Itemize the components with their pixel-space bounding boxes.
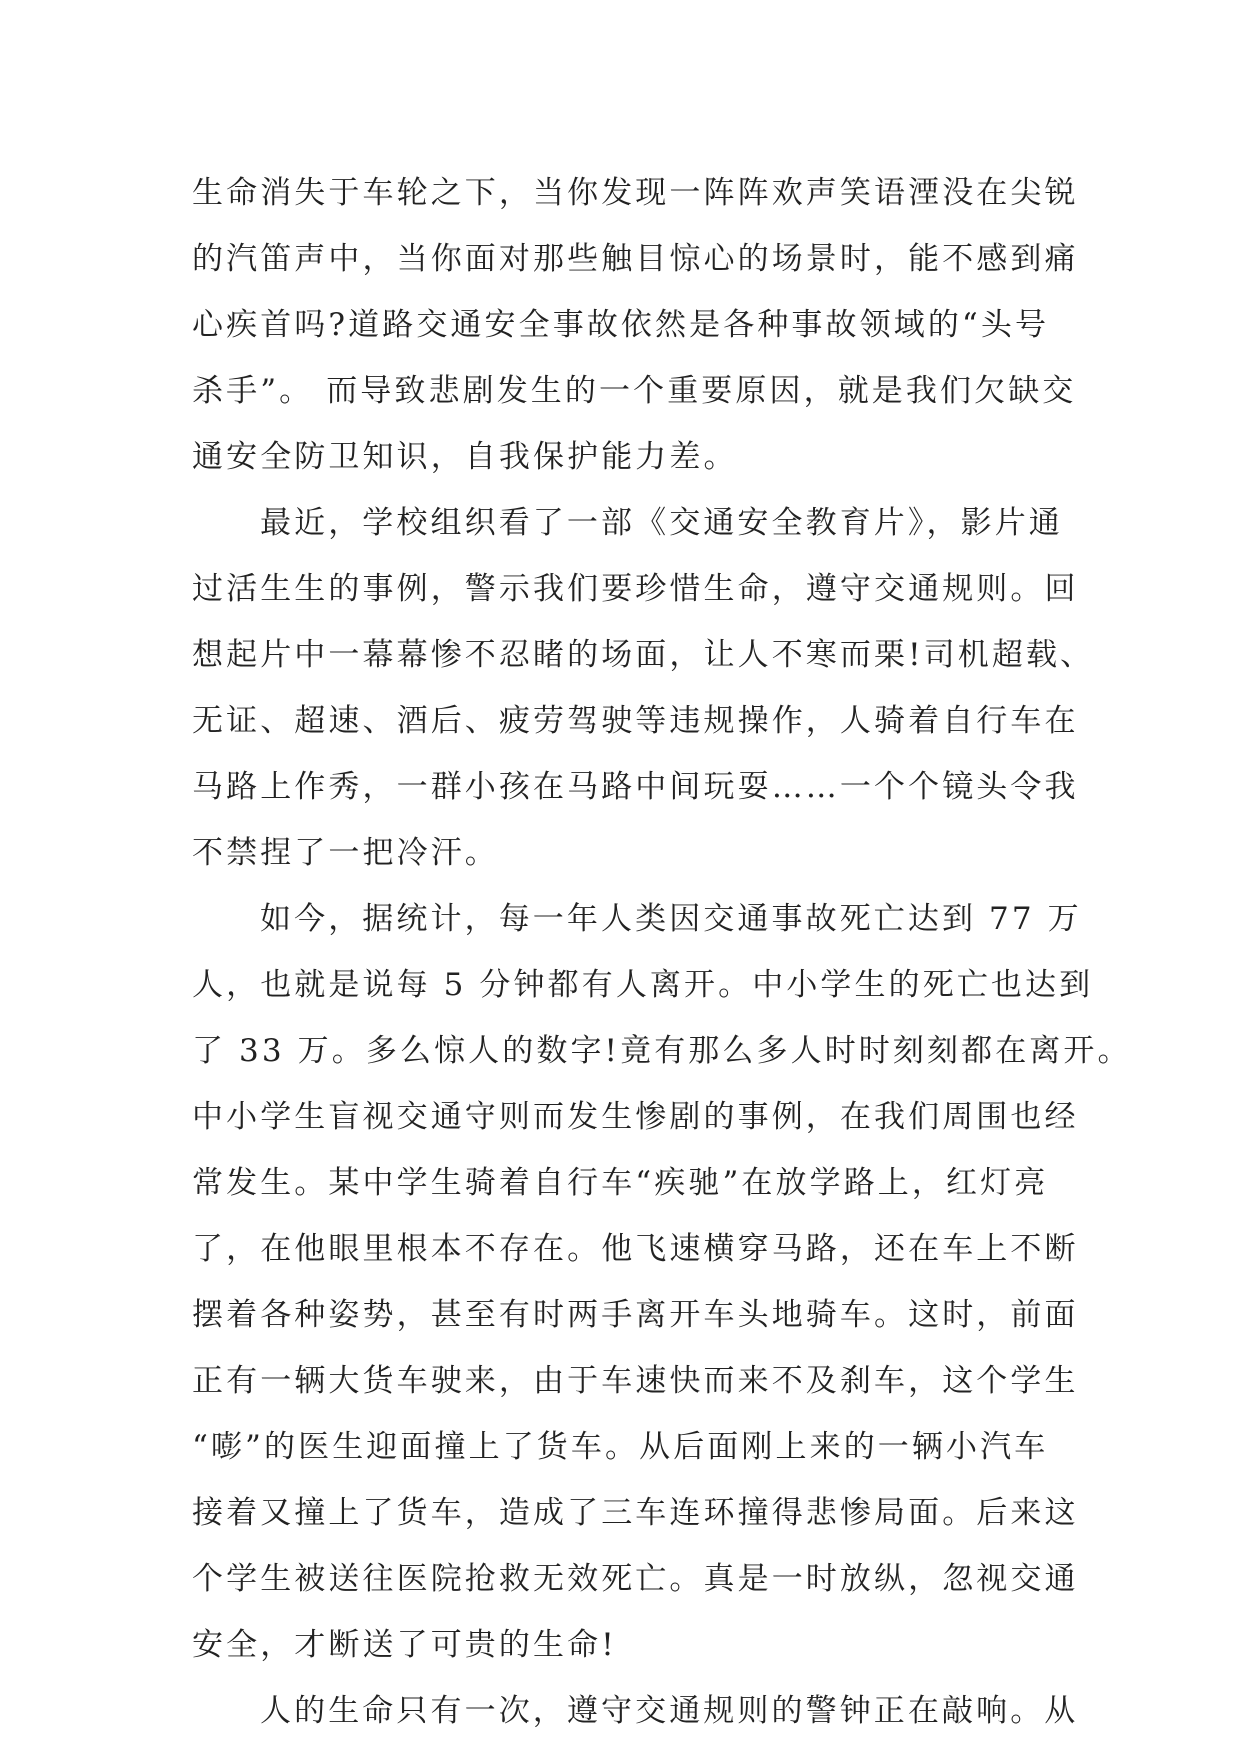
text-line: 人，也就是说每 5 分钟都有人离开。中小学生的死亡也达到 [192,967,1094,1003]
text-line: 想起片中一幕幕惨不忍睹的场面，让人不寒而栗!司机超载、 [192,637,1095,673]
paragraph-first-line: 最近，学校组织看了一部《交通安全教育片》，影片通 [260,505,1063,541]
text-line: 杀手”。 而导致悲剧发生的一个重要原因，就是我们欠缺交 [192,373,1077,409]
text-line: 个学生被送往医院抢救无效死亡。真是一时放纵，忽视交通 [192,1561,1079,1597]
text-line: 正有一辆大货车驶来，由于车速快而来不及刹车，这个学生 [192,1363,1079,1399]
text-line: 中小学生盲视交通守则而发生惨剧的事例，在我们周围也经 [192,1099,1079,1135]
text-line: 生命消失于车轮之下，当你发现一阵阵欢声笑语湮没在尖锐 [192,175,1079,211]
text-line: 了 33 万。多么惊人的数字!竟有那么多人时时刻刻都在离开。 [192,1033,1132,1069]
text-line: 心疾首吗?道路交通安全事故依然是各种事故领域的“头号 [192,307,1050,343]
text-line: 过活生生的事例，警示我们要珍惜生命，遵守交通规则。回 [192,571,1079,607]
text-line: 马路上作秀，一群小孩在马路中间玩耍……一个个镜头令我 [192,769,1079,805]
paragraph-first-line: 如今，据统计，每一年人类因交通事故死亡达到 77 万 [260,901,1082,937]
document-body [192,160,1132,1744]
text-line: 了，在他眼里根本不存在。他飞速横穿马路，还在车上不断 [192,1231,1079,1267]
text-line: “嘭”的医生迎面撞上了货车。从后面刚上来的一辆小汽车 [192,1429,1049,1465]
text-line: 的汽笛声中，当你面对那些触目惊心的场景时，能不感到痛 [192,241,1079,277]
paragraph-first-line: 人的生命只有一次，遵守交通规则的警钟正在敲响。从 [260,1693,1079,1729]
text-line: 通安全防卫知识，自我保护能力差。 [192,439,738,475]
text-line: 无证、超速、酒后、疲劳驾驶等违规操作，人骑着自行车在 [192,703,1079,739]
text-line: 安全，才断送了可贵的生命! [192,1627,617,1663]
text-line: 不禁捏了一把冷汗。 [192,835,499,871]
text-line: 接着又撞上了货车，造成了三车连环撞得悲惨局面。后来这 [192,1495,1079,1531]
text-line: 常发生。某中学生骑着自行车“疾驰”在放学路上，红灯亮 [192,1165,1049,1201]
text-line: 摆着各种姿势，甚至有时两手离开车头地骑车。这时，前面 [192,1297,1079,1333]
